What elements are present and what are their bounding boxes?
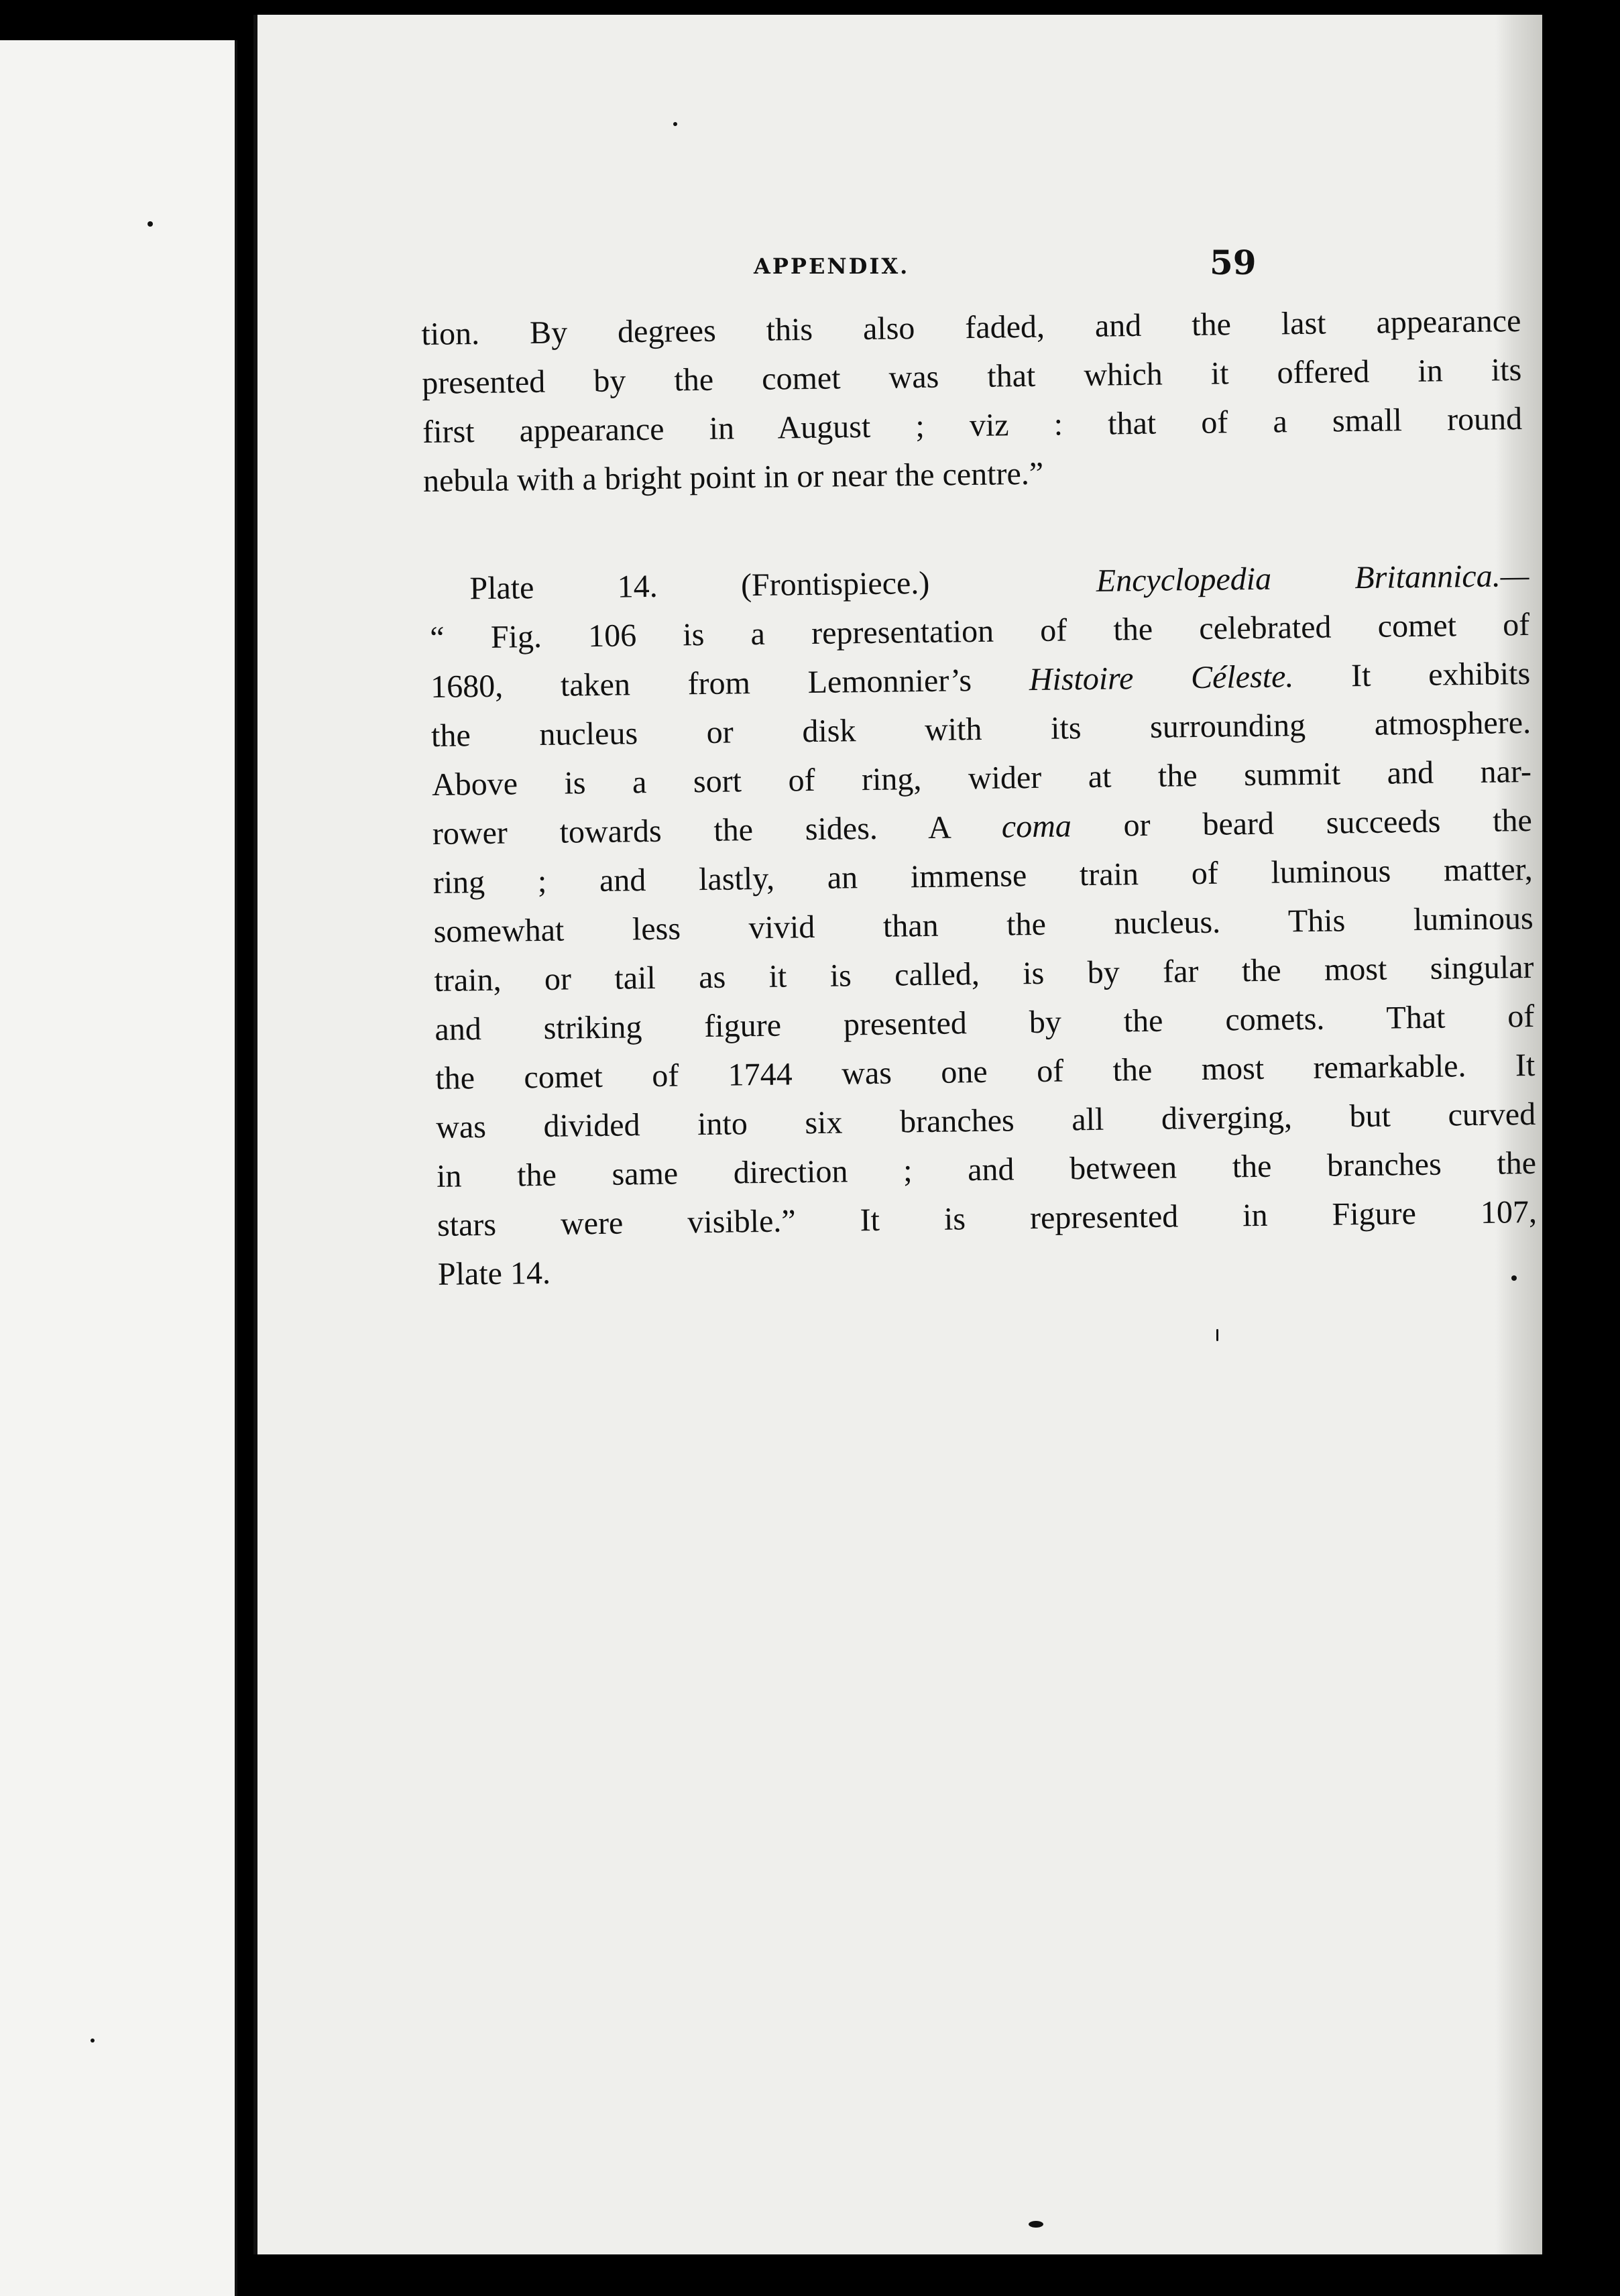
text-line: the comet of 1744 was one of the most remarkable. It <box>435 1047 1536 1096</box>
scan-speck <box>91 2039 95 2043</box>
paragraph-plate-14 <box>429 551 1538 1299</box>
text-line: ring ; and lastly, an immense train of luminous matter, <box>432 851 1533 901</box>
plate-reference: Plate 14. (Frontispiece.) <box>469 565 930 607</box>
running-head-title: APPENDIX. <box>754 253 910 279</box>
text-line: tion. By degrees this also faded, and the last appearance <box>421 302 1521 352</box>
text-line: presented by the comet was that which it offered in its <box>422 351 1522 401</box>
text-run: or beard succeeds the <box>1071 802 1533 844</box>
text-line: in the same direction ; and between the branches the <box>436 1145 1537 1194</box>
scan-speck <box>1029 2221 1043 2228</box>
book-title: Histoire Céleste. <box>1029 658 1294 698</box>
text-run: 1680, taken from Lemonnier’s <box>430 662 1030 705</box>
book-page <box>253 15 1542 2254</box>
text-line: train, or tail as it is called, is by far the most singular <box>434 949 1534 998</box>
text-run: It exhibits <box>1293 655 1531 695</box>
scan-speck <box>1511 1275 1517 1281</box>
text-line: first appearance in August ; viz : that of a small round <box>422 400 1523 450</box>
text-line: Above is a sort of ring, wider at the summit and nar- <box>431 753 1532 803</box>
text-line: nebula with a bright point in or near the centre.” <box>422 455 1044 499</box>
scan-speck <box>148 221 153 227</box>
scan-speck <box>1216 1329 1218 1341</box>
text-line: “ Fig. 106 is a representation of the celebrated comet of <box>430 606 1530 656</box>
scan-speck <box>673 122 677 126</box>
facing-page-edge <box>0 40 237 2296</box>
page-number: 59 <box>1210 243 1257 282</box>
text-line: Plate 14. <box>437 1255 551 1292</box>
text-run: rower towards the sides. A <box>432 809 1002 852</box>
source-title: Encyclopedia Britannica.— <box>1096 557 1529 599</box>
text-line: was divided into six branches all diverging, but curved <box>435 1096 1536 1145</box>
paragraph-continuation <box>421 296 1523 506</box>
emphasis-word: coma <box>1001 808 1072 845</box>
text-line: stars were visible.” It is represented in Figure 107, <box>437 1194 1538 1243</box>
text-line: and striking figure presented by the comets. That of <box>435 998 1535 1047</box>
text-line: the nucleus or disk with its surrounding atmosphere. <box>430 704 1531 754</box>
text-line: somewhat less vivid than the nucleus. This luminous <box>433 900 1534 950</box>
